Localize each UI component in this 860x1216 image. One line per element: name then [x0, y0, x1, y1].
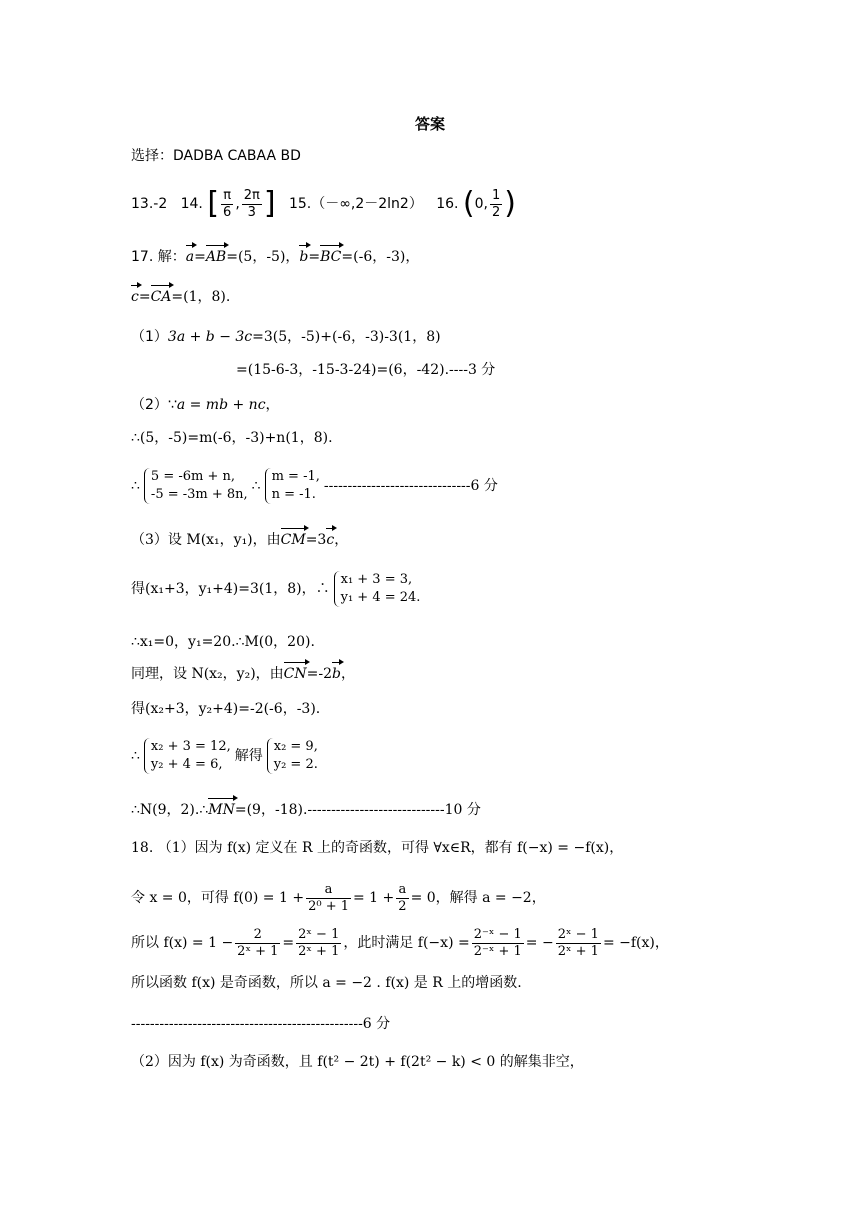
q17-part3-m: ∴x₁=0，y₁=20.∴M(0，20).: [131, 634, 315, 650]
answer-15: 15.（－∞,2－2ln2）: [288, 196, 423, 212]
q18-line6: （2）因为 f(x) 为奇函数，且 f(t² − 2t) + f(2t² − k) < 0 的解集非空，: [131, 1054, 584, 1070]
answer-14-frac-a: $\frac{\pi}{6}$: [223, 187, 232, 220]
q17-line2: c=CA=(1，8).: [131, 289, 231, 305]
q18-line3: 所以 f(x) = 1 − $\frac{2}{\text{2ˣ + 1}}$ = $\frac{\text{2ˣ − 1}}{\text{2ˣ + 1}}$ ，此时满足 f(−x) = $\frac{\text{2⁻ˣ − 1}}{\text{2⁻ˣ + 1}}$ = − $\frac{\text{2ˣ − 1}}{\text{2ˣ + 1}}$ = −f(x)，: [131, 926, 669, 959]
answer-14-frac-b: $\frac{2\pi}{3}$: [243, 187, 260, 220]
answer-16-frac: $\frac{1}{2}$: [491, 187, 501, 220]
q17-system-1: ∴ 5 = -6m + n, -5 = -3m + 8n, ∴ m = -1, n = -1. -------------------------------6 分: [131, 469, 498, 502]
q17-part1-result: =(15-6-3，-15-3-24)=(6，-42).----3 分: [236, 362, 496, 378]
q17-part1: （1）3a + b − 3c=3(5，-5)+(-6，-3)-3(1，8): [131, 329, 441, 345]
q17-part3-n: 同理，设 N(x₂，y₂)，由CN=-2b，: [131, 666, 355, 682]
q17-part3-system: 得(x₁+3，y₁+4)=3(1，8)，∴ x₁ + 3 = 3, y₁ + 4 = 24.: [131, 572, 421, 605]
q17-line1: 17. 解：a=AB=(5，-5)，b=BC=(-6，-3)，: [131, 249, 420, 265]
page-title: 答案: [414, 115, 445, 133]
choice-answers: 选择：DADBA CABAA BD: [131, 148, 301, 164]
answer-16-label: 16.: [436, 196, 459, 212]
q17-part2: （2）∵a = mb + nc，: [131, 397, 280, 413]
q17-part3-result: ∴N(9，2).∴MN=(9，-18).-----------------------------10 分: [131, 802, 481, 818]
q17-part3-system-2: ∴ x₂ + 3 = 12, y₂ + 4 = 6, 解得 x₂ = 9, y₂ = 2.: [131, 739, 318, 772]
q18-line5: -------------------------------------------------6 分: [131, 1016, 391, 1032]
q18-line4: 所以函数 f(x) 是奇函数，所以 a = −2 . f(x) 是 R 上的增函数.: [131, 975, 522, 991]
q17-part3-n2: 得(x₂+3，y₂+4)=-2(-6，-3).: [131, 701, 321, 717]
answer-14-label: 14.: [180, 196, 203, 212]
answer-16-left: 0,: [474, 196, 488, 212]
q17-part3: （3）设 M(x₁，y₁)，由CM=3c，: [131, 532, 349, 548]
q18-line2: 令 x = 0，可得 f(0) = 1 + $\frac{a}{\text{2⁰ + 1}}$ = 1 + $\frac{a}{2}$ = 0，解得 a = −2，: [131, 881, 546, 914]
fill-answers: 13.-2 14. [ $\frac{\pi}{6}$ , $\frac{2\pi}{3}$ ] 15.（－∞,2－2ln2） 16. (0, $\frac{1}{2}$ ): [131, 186, 516, 221]
answer-13: 13.-2: [131, 196, 168, 212]
q17-part2-line2: ∴(5，-5)=m(-6，-3)+n(1，8).: [131, 430, 333, 446]
q18-line1: 18. （1）因为 f(x) 定义在 R 上的奇函数，可得 ∀x∈R，都有 f(−x) = −f(x)，: [131, 840, 624, 856]
